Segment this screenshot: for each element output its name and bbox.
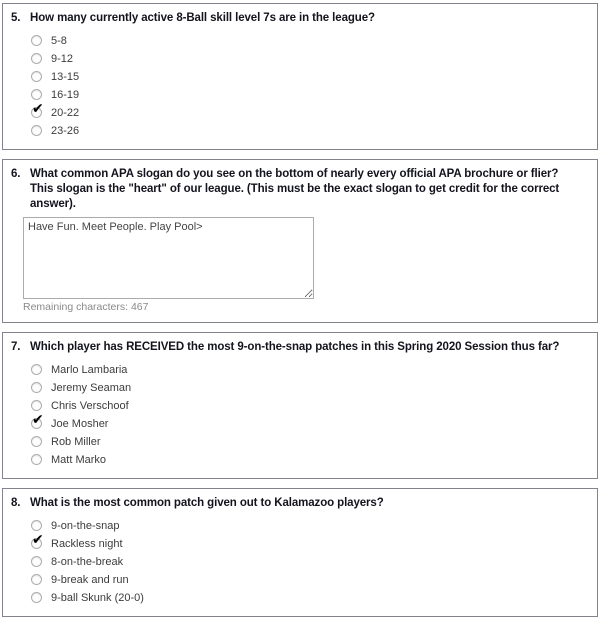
radio-button-icon[interactable]	[31, 364, 42, 375]
radio-button-icon[interactable]	[31, 125, 42, 136]
option-5-8[interactable]	[31, 32, 589, 50]
question-8-title	[11, 496, 589, 511]
option-label: 13-15	[51, 70, 80, 83]
question-8-number: 8.	[11, 496, 21, 509]
option-label: Jeremy Seaman	[51, 381, 132, 394]
option-label: 20-22	[51, 106, 80, 119]
remaining-characters-label: Remaining characters: 467	[23, 300, 149, 313]
radio-button-icon[interactable]	[31, 520, 42, 531]
question-7-options	[31, 361, 589, 469]
radio-button-icon[interactable]	[31, 556, 42, 567]
option-marlo-lambaria[interactable]	[31, 361, 589, 379]
question-6-title	[11, 167, 589, 212]
option-9-12[interactable]	[31, 50, 589, 68]
option-rackless-night[interactable]	[31, 531, 589, 553]
option-label: 9-break and run	[51, 573, 129, 586]
option-label: Marlo Lambaria	[51, 363, 128, 376]
radio-button-icon[interactable]	[31, 411, 44, 429]
option-16-19[interactable]	[31, 86, 589, 104]
question-6-number: 6.	[11, 167, 21, 180]
option-label: 8-on-the-break	[51, 555, 124, 568]
question-box-6	[2, 159, 598, 323]
option-9-break-and-run[interactable]	[31, 571, 589, 589]
option-8-on-the-break[interactable]	[31, 553, 589, 571]
question-box-7	[2, 332, 598, 479]
question-8-text: What is the most common patch given out to Kalamazoo players?	[30, 496, 384, 509]
option-23-26[interactable]	[31, 122, 589, 140]
question-box-5	[2, 3, 598, 150]
option-label: 9-12	[51, 52, 74, 65]
option-label: Rob Miller	[51, 435, 101, 448]
radio-button-icon[interactable]	[31, 574, 42, 585]
radio-button-icon[interactable]	[31, 35, 42, 46]
option-label: 9-on-the-snap	[51, 519, 120, 532]
question-box-8	[2, 488, 598, 617]
option-joe-mosher[interactable]	[31, 411, 589, 433]
question-5-text: How many currently active 8-Ball skill level 7s are in the league?	[30, 12, 375, 24]
radio-button-icon[interactable]	[31, 100, 44, 118]
checkmark-icon: ✔	[32, 531, 44, 548]
radio-button-icon[interactable]	[31, 382, 42, 393]
option-label: Rackless night	[51, 537, 123, 550]
option-13-15[interactable]	[31, 68, 589, 86]
option-rob-miller[interactable]	[31, 433, 589, 451]
radio-button-icon[interactable]	[31, 89, 42, 100]
checkmark-icon: ✔	[32, 100, 44, 117]
question-8-options	[31, 517, 589, 607]
checkmark-icon: ✔	[32, 411, 44, 428]
question-7-title	[11, 340, 589, 355]
option-label: 5-8	[51, 34, 67, 47]
option-jeremy-seaman[interactable]	[31, 379, 589, 397]
question-5-title	[11, 11, 589, 26]
question-6-text: What common APA slogan do you see on the bottom of nearly every official APA brochure or flier? This slogan is the "heart" of our league. (This must be the exact slogan to get credit for the correct answer).	[30, 167, 560, 210]
option-9-on-the-snap[interactable]	[31, 517, 589, 535]
option-matt-marko[interactable]	[31, 451, 589, 469]
option-label: Matt Marko	[51, 453, 107, 466]
radio-button-icon[interactable]	[31, 436, 42, 447]
question-7-number: 7.	[11, 340, 21, 353]
radio-button-icon[interactable]	[31, 53, 42, 64]
radio-button-icon[interactable]	[31, 400, 42, 411]
option-label: Joe Mosher	[51, 417, 109, 430]
option-label: 23-26	[51, 124, 80, 137]
slogan-answer-textarea[interactable]	[23, 217, 314, 299]
option-label: Chris Verschoof	[51, 399, 129, 412]
radio-button-icon[interactable]	[31, 71, 42, 82]
option-label: 16-19	[51, 88, 80, 101]
option-9-ball-skunk[interactable]	[31, 589, 589, 607]
question-5-number: 5.	[11, 12, 21, 24]
question-5-options	[31, 32, 589, 140]
option-label: 9-ball Skunk (20-0)	[51, 591, 144, 604]
radio-button-icon[interactable]	[31, 454, 42, 465]
question-7-text: Which player has RECEIVED the most 9-on-the-snap patches in this Spring 2020 Session thus far?	[30, 340, 560, 353]
radio-button-icon[interactable]	[31, 531, 44, 549]
option-20-22[interactable]	[31, 100, 589, 122]
option-chris-verschoof[interactable]	[31, 397, 589, 415]
